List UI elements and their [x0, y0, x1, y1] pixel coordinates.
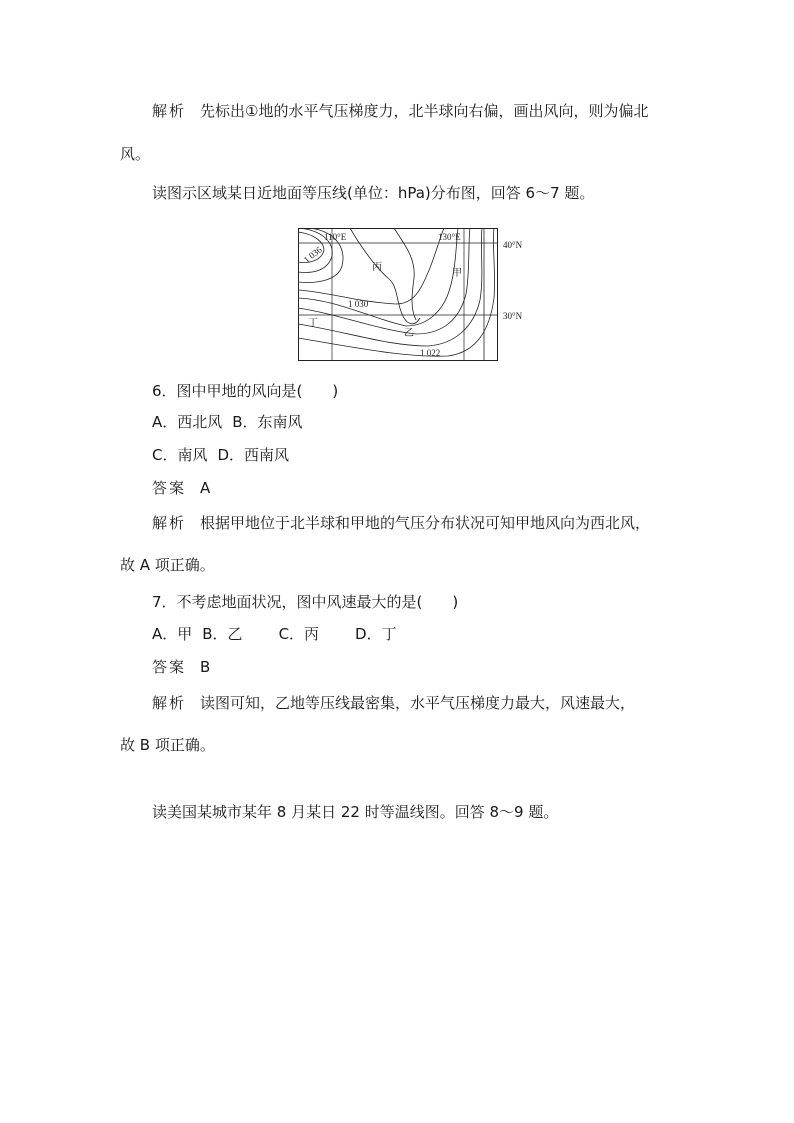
intro-q6-7: 读图示区域某日近地面等压线(单位：hPa)分布图，回答 6～7 题。 [152, 184, 595, 202]
q6-option-b: B．东南风 [232, 413, 303, 431]
q7-analysis-line1 [152, 693, 635, 713]
q7-option-d: D．丁 [355, 625, 397, 643]
lat-40-label: 40°N [503, 240, 523, 250]
analysis-label: 解析 [152, 514, 187, 532]
q7-option-b: B．乙 [202, 625, 243, 643]
isobar-tongue-1 [350, 228, 420, 324]
q6-options-ab [152, 412, 303, 432]
q7-option-c: C．丙 [278, 625, 320, 643]
q6-option-c: C．南风 [152, 446, 208, 464]
q7-stem: 7．不考虑地面状况，图中风速最大的是( ) [152, 593, 459, 611]
q5-analysis-line2: 风。 [120, 145, 151, 163]
q5-analysis-line1 [152, 101, 648, 121]
isobar-1036-label: 1 036 [301, 244, 324, 265]
q6-option-d: D．西南风 [217, 446, 290, 464]
place-bing: 丙 [372, 262, 382, 273]
lat-30-label: 30°N [503, 311, 523, 321]
isobar-a [298, 228, 444, 304]
place-jia: 甲 [452, 268, 462, 279]
q6-answer [152, 478, 210, 498]
q6-analysis-line2: 故 A 项正确。 [120, 556, 215, 574]
q6-option-a: A．西北风 [152, 413, 223, 431]
answer-value: B [200, 658, 211, 676]
answer-label: 答案 [152, 479, 187, 497]
q7-answer [152, 657, 210, 677]
answer-value: A [200, 479, 211, 497]
isobar-1022-label: 1 022 [420, 348, 441, 358]
analysis-label: 解析 [152, 694, 187, 712]
analysis-text: 先标出①地的水平气压梯度力，北半球向右偏，画出风向，则为偏北 [200, 102, 649, 120]
q6-options-cd [152, 445, 289, 465]
q7-option-a: A．甲 [152, 625, 193, 643]
isobar-tongue-2 [394, 228, 416, 320]
isobar-d [298, 228, 482, 346]
lon-130-label: 130°E [438, 232, 461, 242]
q7-analysis-line2: 故 B 项正确。 [120, 736, 215, 754]
intro-q8-9: 读美国某城市某年 8 月某日 22 时等温线图。回答 8～9 题。 [152, 803, 559, 821]
q6-stem: 6．图中甲地的风向是( ) [152, 382, 339, 400]
analysis-text: 根据甲地位于北半球和甲地的气压分布状况可知甲地风向为西北风， [200, 514, 651, 532]
isobar-1030-label: 1 030 [348, 299, 369, 309]
q6-analysis-line1 [152, 513, 650, 533]
q7-options [152, 624, 397, 644]
analysis-label: 解析 [152, 102, 187, 120]
answer-label: 答案 [152, 658, 187, 676]
isobar-map [298, 228, 500, 362]
place-ding: 丁 [308, 318, 318, 329]
analysis-text: 读图可知，乙地等压线最密集，水平气压梯度力最大，风速最大， [200, 694, 636, 712]
lon-110-label: 110°E [324, 232, 347, 242]
place-yi: 乙 [404, 328, 414, 339]
